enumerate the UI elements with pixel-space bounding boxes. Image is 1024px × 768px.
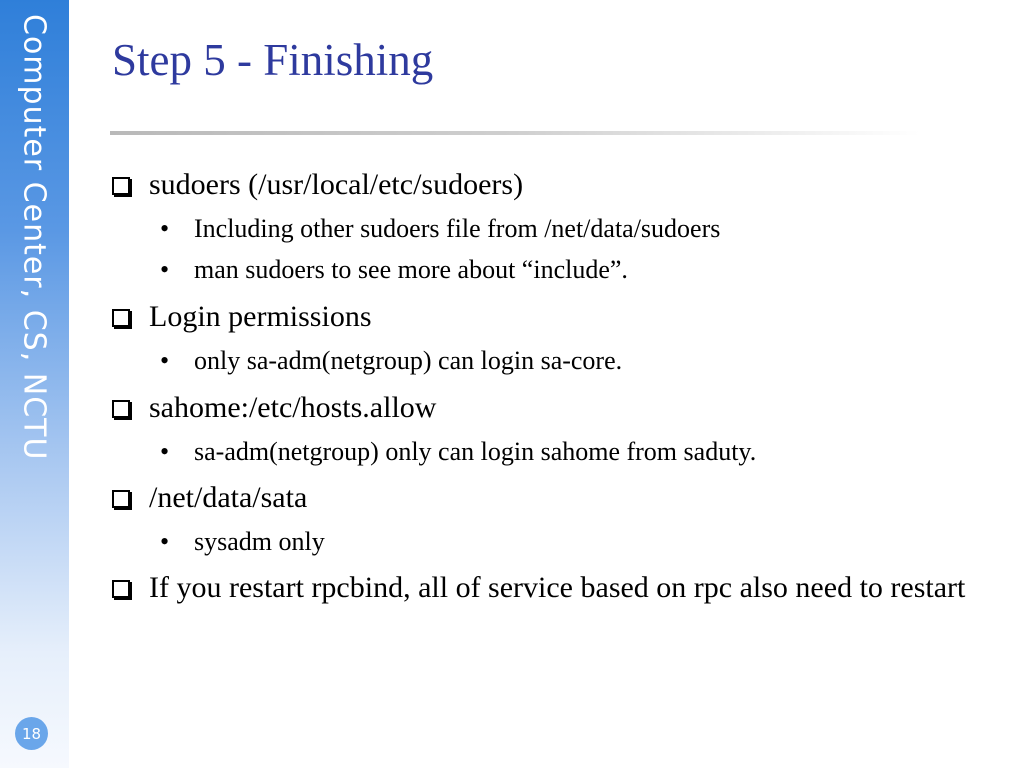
sidebar-banner — [0, 0, 69, 768]
bullet-text: /net/data/sata — [149, 481, 308, 514]
bullet-text: sahome:/etc/hosts.allow — [149, 391, 437, 424]
bullet-text: If you restart rpcbind, all of service based on rpc also need to restart — [149, 571, 966, 604]
bullet-dot-icon: • — [160, 527, 170, 556]
bullet-text: Login permissions — [149, 300, 372, 333]
slide-title: Step 5 - Finishing — [112, 35, 434, 85]
sub-bullet-text: only sa-adm(netgroup) can login sa-core. — [194, 346, 623, 375]
sub-bullet-text: man sudoers to see more about “include”. — [194, 255, 628, 284]
checkbox-bullet-icon — [112, 490, 130, 508]
checkbox-bullet-icon — [112, 177, 130, 195]
sub-bullet-text: sysadm only — [194, 527, 325, 556]
bullet-dot-icon: • — [160, 214, 170, 243]
sidebar-label: Computer Center, CS, NCTU — [16, 14, 52, 461]
bullet-dot-icon: • — [160, 346, 170, 375]
sub-bullet-text: sa-adm(netgroup) only can login sahome from saduty. — [194, 437, 757, 466]
checkbox-bullet-icon — [112, 400, 130, 418]
checkbox-bullet-icon — [112, 309, 130, 327]
page-number-badge: 18 — [15, 717, 48, 750]
bullet-text: sudoers (/usr/local/etc/sudoers) — [149, 168, 524, 201]
bullet-dot-icon: • — [160, 255, 170, 284]
checkbox-bullet-icon — [112, 580, 130, 598]
title-divider — [110, 131, 920, 135]
sub-bullet-text: Including other sudoers file from /net/data/sudoers — [194, 214, 721, 243]
bullet-dot-icon: • — [160, 437, 170, 466]
